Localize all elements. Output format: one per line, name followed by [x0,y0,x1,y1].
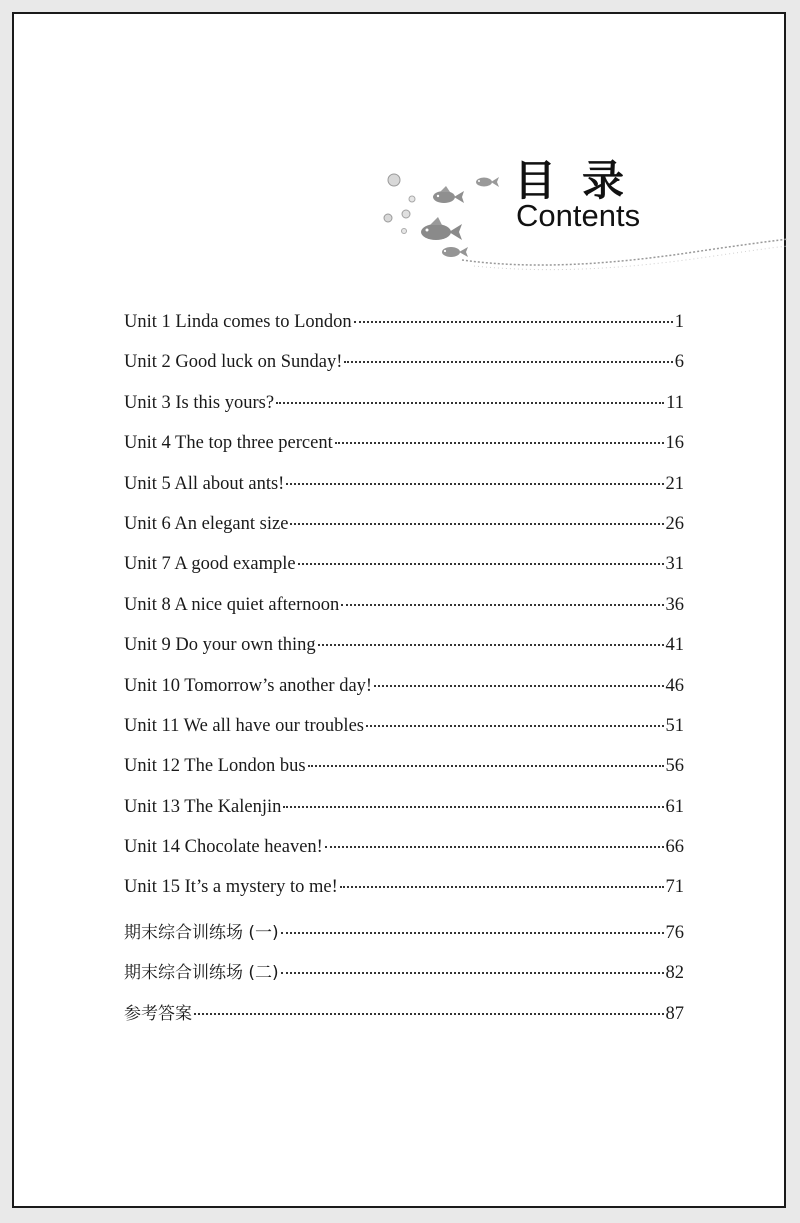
fish-icon [476,177,499,187]
toc-entry[interactable] [124,514,684,554]
bubble-icon [409,196,415,202]
toc-entry-title: Unit 14 Chocolate heaven! [124,837,323,858]
bubble-icon [402,210,410,218]
toc-entry-title: Unit 5 All about ants! [124,473,285,494]
dot-leader [344,361,672,363]
toc-entry-page: 82 [665,963,684,984]
toc-entry-page: 16 [665,433,684,454]
toc-entry-title: Unit 4 The top three percent [124,433,333,454]
dot-leader [290,523,663,525]
toc-entry[interactable] [124,352,684,392]
fish-icon [433,186,464,203]
dot-leader [298,563,664,565]
toc-entry[interactable] [124,797,684,837]
toc-entry[interactable] [124,312,684,352]
dot-leader [341,604,663,606]
toc-entry[interactable] [124,877,684,917]
book-page [12,12,786,1208]
toc-entry-page: 61 [665,796,684,817]
dot-leader [194,1013,664,1015]
toc-entry-title: 参考答案 [124,1003,192,1024]
dot-leader [335,442,664,444]
toc-entry-page: 51 [665,715,684,736]
toc-entry-page: 6 [674,352,684,373]
toc-entry[interactable] [124,716,684,756]
toc-entry[interactable] [124,756,684,796]
page-title-english: Contents [516,198,641,233]
toc-entry-title: Unit 3 Is this yours? [124,392,275,413]
toc-entry[interactable] [124,676,684,716]
toc-entry-page: 87 [665,1003,684,1024]
toc-entry[interactable] [124,554,684,594]
dot-leader [325,846,664,848]
toc-entry-page: 46 [665,675,684,696]
dot-leader [276,402,664,404]
toc-entry-title: 期末综合训练场 (一) [124,922,279,943]
toc-entry-page: 36 [665,594,684,615]
toc-entry-title: Unit 15 It’s a mystery to me! [124,877,338,898]
dot-leader [286,483,663,485]
decorative-swoosh [462,239,788,265]
dot-leader [281,972,664,974]
toc-entry-title: Unit 6 An elegant size [124,513,289,534]
fish-icon [442,247,468,257]
bubble-icon [388,174,400,186]
dot-leader [366,725,664,727]
fish-decoration [14,14,788,314]
dot-leader [318,644,664,646]
toc-entry-page: 11 [666,392,684,413]
toc-entry[interactable] [124,474,684,514]
bubble-icon [384,214,392,222]
toc-entry-page: 66 [665,837,684,858]
toc-entry-title: Unit 7 A good example [124,554,296,575]
dot-leader [340,886,664,888]
page-title-chinese: 目录 [514,156,651,205]
dot-leader [308,765,664,767]
dot-leader [374,685,663,687]
toc-entry[interactable] [124,595,684,635]
toc-entry-title: Unit 2 Good luck on Sunday! [124,352,343,373]
toc-entry[interactable] [124,918,684,958]
toc-entry-title: 期末综合训练场 (二) [124,963,279,984]
toc-entry[interactable] [124,393,684,433]
toc-entry-title: Unit 12 The London bus [124,756,306,777]
toc-entry-page: 56 [665,756,684,777]
dot-leader [281,932,664,934]
toc-entry[interactable] [124,433,684,473]
toc-entry-page: 31 [665,554,684,575]
toc-entry-title: Unit 9 Do your own thing [124,635,316,656]
table-of-contents [124,312,684,1039]
toc-entry[interactable] [124,958,684,998]
toc-entry-title: Unit 10 Tomorrow’s another day! [124,675,373,696]
toc-entry[interactable] [124,635,684,675]
toc-entry-title: Unit 13 The Kalenjin [124,796,282,817]
toc-entry[interactable] [124,999,684,1039]
dot-leader [283,806,663,808]
toc-entry-title: Unit 1 Linda comes to London [124,312,352,332]
toc-entry[interactable] [124,837,684,877]
toc-entry-page: 76 [665,922,684,943]
toc-entry-page: 41 [665,635,684,656]
toc-entry-page: 1 [674,312,684,332]
toc-entry-page: 26 [665,513,684,534]
toc-entry-page: 21 [665,473,684,494]
fish-icon [421,217,462,240]
toc-entry-page: 71 [665,877,684,898]
dot-leader [354,321,673,323]
bubble-icon [402,229,407,234]
toc-entry-title: Unit 8 A nice quiet afternoon [124,594,340,615]
toc-entry-title: Unit 11 We all have our troubles [124,715,364,736]
